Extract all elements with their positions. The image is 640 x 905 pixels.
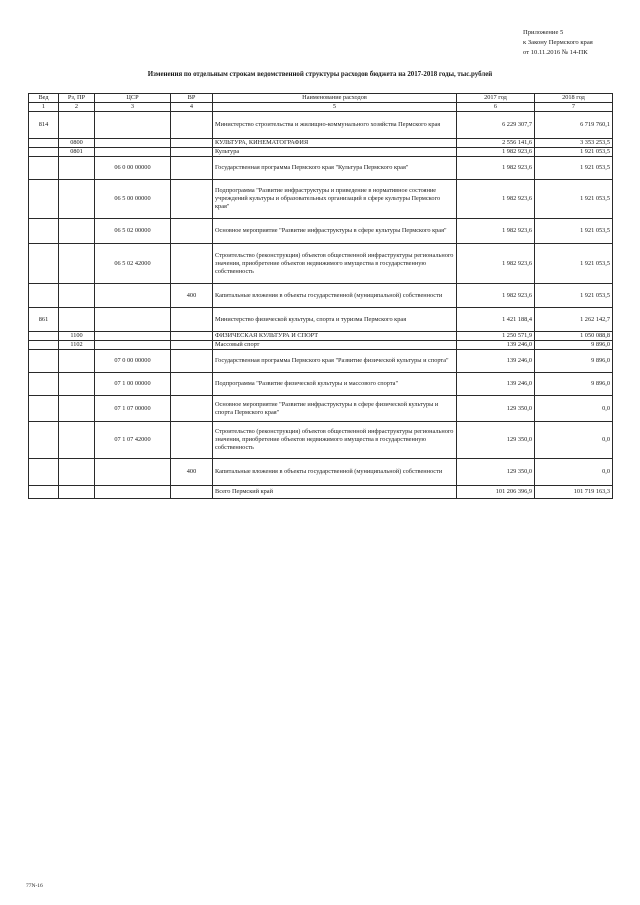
table-row <box>29 157 613 180</box>
header-row <box>29 94 613 103</box>
cell-2018: 1 921 053,5 <box>535 219 613 244</box>
cell-vr <box>171 396 213 422</box>
annex-line-3: от 10.11.2016 № 14-ПК <box>523 49 588 56</box>
cell-name: Строительство (реконструкция) объектов общественной инфраструктуры регионального значения, приобретение объектов недвижимого имущества в государственную собственность <box>213 422 457 459</box>
cell-2017: 101 206 396,9 <box>457 486 535 499</box>
cell-vr <box>171 180 213 219</box>
cell-ved <box>29 148 59 157</box>
cell-ved <box>29 341 59 350</box>
header-rz-pr: Рз, ПР <box>59 94 95 103</box>
cell-2018: 0,0 <box>535 459 613 486</box>
cell-rz-pr <box>59 396 95 422</box>
table-row <box>29 341 613 350</box>
cell-rz-pr: 0801 <box>59 148 95 157</box>
header-csr: ЦСР <box>95 94 171 103</box>
cell-vr <box>171 422 213 459</box>
cell-vr <box>171 157 213 180</box>
document-title: Изменения по отдельным строкам ведомственной структуры расходов бюджета на 2017-2018 годы, тыс.рублей <box>147 71 493 78</box>
cell-ved <box>29 284 59 308</box>
cell-name: Всего Пермский край <box>213 486 457 499</box>
cell-rz-pr <box>59 219 95 244</box>
cell-csr <box>95 284 171 308</box>
table-row <box>29 486 613 499</box>
cell-rz-pr <box>59 157 95 180</box>
header-vr: ВР <box>171 94 213 103</box>
cell-ved <box>29 219 59 244</box>
cell-2017: 1 982 923,6 <box>457 219 535 244</box>
cell-2017: 129 350,0 <box>457 396 535 422</box>
cell-2017: 1 982 923,6 <box>457 284 535 308</box>
cell-ved <box>29 244 59 284</box>
table-row <box>29 350 613 373</box>
cell-vr <box>171 112 213 139</box>
cell-rz-pr <box>59 308 95 332</box>
cell-ved <box>29 486 59 499</box>
cell-2017: 1 982 923,6 <box>457 244 535 284</box>
budget-table <box>28 93 613 499</box>
cell-2017: 1 421 188,4 <box>457 308 535 332</box>
cell-name: Культура <box>213 148 457 157</box>
cell-rz-pr <box>59 350 95 373</box>
cell-vr <box>171 308 213 332</box>
cell-ved <box>29 373 59 396</box>
annex-line-2: к Закону Пермского края <box>523 39 593 46</box>
table-row <box>29 373 613 396</box>
cell-name: ФИЗИЧЕСКАЯ КУЛЬТУРА И СПОРТ <box>213 332 457 341</box>
cell-name: КУЛЬТУРА, КИНЕМАТОГРАФИЯ <box>213 139 457 148</box>
cell-rz-pr <box>59 486 95 499</box>
cell-csr <box>95 139 171 148</box>
cell-rz-pr <box>59 373 95 396</box>
cell-csr: 06 5 02 42000 <box>95 244 171 284</box>
cell-ved <box>29 332 59 341</box>
table-row <box>29 219 613 244</box>
cell-rz-pr: 1100 <box>59 332 95 341</box>
table-row <box>29 180 613 219</box>
cell-name: Массовый спорт <box>213 341 457 350</box>
cell-csr <box>95 148 171 157</box>
table-row <box>29 308 613 332</box>
cell-vr <box>171 148 213 157</box>
cell-csr <box>95 486 171 499</box>
cell-rz-pr <box>59 180 95 219</box>
cell-2018: 0,0 <box>535 422 613 459</box>
cell-csr <box>95 341 171 350</box>
cell-csr: 06 5 02 00000 <box>95 219 171 244</box>
footer-code: 77N-16 <box>26 883 43 889</box>
cell-rz-pr <box>59 422 95 459</box>
cell-ved <box>29 422 59 459</box>
cell-vr <box>171 350 213 373</box>
table-row <box>29 148 613 157</box>
cell-2017: 1 250 571,9 <box>457 332 535 341</box>
cell-2018: 6 719 760,1 <box>535 112 613 139</box>
cell-ved <box>29 350 59 373</box>
cell-rz-pr <box>59 112 95 139</box>
col-number: 5 <box>213 103 457 112</box>
cell-name: Подпрограмма "Развитие физической культуры и массового спорта" <box>213 373 457 396</box>
cell-2017: 129 350,0 <box>457 459 535 486</box>
cell-name: Министерство физической культуры, спорта и туризма Пермского края <box>213 308 457 332</box>
cell-2018: 9 896,0 <box>535 350 613 373</box>
cell-name: Государственная программа Пермского края "Развитие физической культуры и спорта" <box>213 350 457 373</box>
cell-2017: 129 350,0 <box>457 422 535 459</box>
column-number-row <box>29 103 613 112</box>
table-row <box>29 284 613 308</box>
cell-name: Основное мероприятие "Развитие инфраструктуры в сфере физической культуры и спорта Пермского края" <box>213 396 457 422</box>
cell-csr: 07 1 07 00000 <box>95 396 171 422</box>
cell-vr <box>171 244 213 284</box>
cell-csr <box>95 332 171 341</box>
cell-csr: 07 1 00 00000 <box>95 373 171 396</box>
cell-csr <box>95 459 171 486</box>
col-number: 7 <box>535 103 613 112</box>
cell-2018: 1 921 053,5 <box>535 148 613 157</box>
cell-ved <box>29 180 59 219</box>
cell-ved <box>29 396 59 422</box>
header-name: Наименование расходов <box>213 94 457 103</box>
cell-name: Капитальные вложения в объекты государственной (муниципальной) собственности <box>213 284 457 308</box>
col-number: 6 <box>457 103 535 112</box>
cell-vr <box>171 373 213 396</box>
annex-line-1: Приложение 5 <box>523 29 564 36</box>
cell-2017: 2 556 141,6 <box>457 139 535 148</box>
cell-rz-pr: 0800 <box>59 139 95 148</box>
cell-2017: 139 246,0 <box>457 373 535 396</box>
cell-2017: 139 246,0 <box>457 350 535 373</box>
header-ved: Вед <box>29 94 59 103</box>
cell-ved <box>29 459 59 486</box>
cell-vr <box>171 139 213 148</box>
cell-2017: 1 982 923,6 <box>457 148 535 157</box>
table-row <box>29 459 613 486</box>
table-row <box>29 244 613 284</box>
cell-ved: 861 <box>29 308 59 332</box>
col-number: 4 <box>171 103 213 112</box>
cell-name: Капитальные вложения в объекты государственной (муниципальной) собственности <box>213 459 457 486</box>
cell-2018: 0,0 <box>535 396 613 422</box>
cell-2018: 1 262 142,7 <box>535 308 613 332</box>
cell-2018: 1 050 088,8 <box>535 332 613 341</box>
cell-rz-pr <box>59 459 95 486</box>
cell-2018: 1 921 053,5 <box>535 244 613 284</box>
cell-2018: 1 921 053,5 <box>535 157 613 180</box>
table-row <box>29 112 613 139</box>
cell-2018: 3 353 253,5 <box>535 139 613 148</box>
table-row <box>29 422 613 459</box>
table-row <box>29 332 613 341</box>
cell-ved <box>29 157 59 180</box>
cell-2018: 9 896,0 <box>535 373 613 396</box>
col-number: 2 <box>59 103 95 112</box>
cell-vr <box>171 341 213 350</box>
cell-ved <box>29 139 59 148</box>
col-number: 1 <box>29 103 59 112</box>
cell-2017: 139 246,0 <box>457 341 535 350</box>
cell-2017: 1 982 923,6 <box>457 157 535 180</box>
table-row <box>29 396 613 422</box>
cell-vr <box>171 486 213 499</box>
cell-2018: 1 921 053,5 <box>535 180 613 219</box>
cell-2018: 1 921 053,5 <box>535 284 613 308</box>
annex-note <box>523 28 593 58</box>
cell-2018: 101 719 163,3 <box>535 486 613 499</box>
cell-2017: 1 982 923,6 <box>457 180 535 219</box>
header-2017: 2017 год <box>457 94 535 103</box>
cell-ved: 814 <box>29 112 59 139</box>
cell-name: Государственная программа Пермского края "Культура Пермского края" <box>213 157 457 180</box>
cell-csr <box>95 112 171 139</box>
cell-csr: 07 0 00 00000 <box>95 350 171 373</box>
cell-csr: 06 5 00 00000 <box>95 180 171 219</box>
cell-name: Основное мероприятие "Развитие инфраструктуры в сфере культуры Пермского края" <box>213 219 457 244</box>
cell-name: Подпрограмма "Развитие инфраструктуры и приведение в нормативное состояние учреждений культуры и образовательных организаций в сфере культуры Пермского края" <box>213 180 457 219</box>
table-row <box>29 139 613 148</box>
cell-vr <box>171 219 213 244</box>
cell-csr: 06 0 00 00000 <box>95 157 171 180</box>
cell-2017: 6 229 307,7 <box>457 112 535 139</box>
cell-vr: 400 <box>171 284 213 308</box>
cell-name: Министерство строительства и жилищно-коммунального хозяйства Пермского края <box>213 112 457 139</box>
cell-2018: 9 896,0 <box>535 341 613 350</box>
col-number: 3 <box>95 103 171 112</box>
cell-name: Строительство (реконструкция) объектов общественной инфраструктуры регионального значения, приобретение объектов недвижимого имущества в государственную собственность <box>213 244 457 284</box>
cell-csr: 07 1 07 42000 <box>95 422 171 459</box>
cell-vr <box>171 332 213 341</box>
cell-rz-pr <box>59 284 95 308</box>
cell-rz-pr <box>59 244 95 284</box>
cell-rz-pr: 1102 <box>59 341 95 350</box>
cell-vr: 400 <box>171 459 213 486</box>
cell-csr <box>95 308 171 332</box>
header-2018: 2018 год <box>535 94 613 103</box>
